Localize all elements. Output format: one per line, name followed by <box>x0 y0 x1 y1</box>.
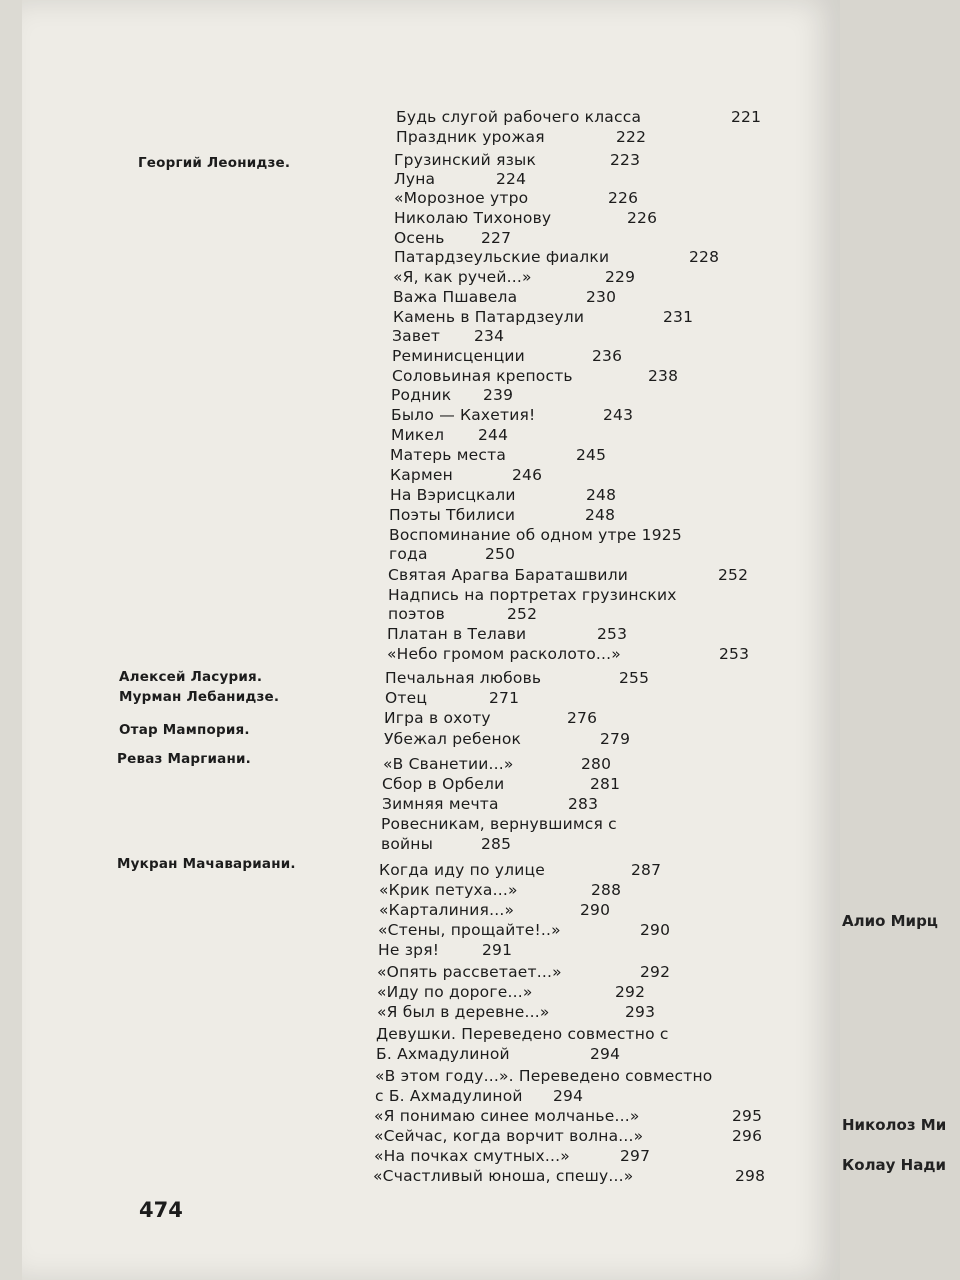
entry-title: Реминисценции <box>392 347 525 365</box>
toc-entry <box>389 506 616 524</box>
entry-page-number: 281 <box>590 775 621 793</box>
entry-title: Воспоминание об одном утре 1925 <box>389 526 682 544</box>
toc-entry <box>388 586 677 604</box>
toc-entry <box>391 386 514 404</box>
author-name: Мукран Мачавариани. <box>117 856 296 872</box>
author-name: Алексей Ласурия. <box>119 669 263 685</box>
toc-entry <box>394 248 720 266</box>
entry-title: войны <box>381 835 434 853</box>
entry-title: Праздник урожая <box>396 128 545 146</box>
toc-entry <box>393 268 636 286</box>
entry-page-number: 224 <box>496 170 527 188</box>
toc-entry <box>392 367 679 385</box>
toc-entry <box>396 128 647 146</box>
entry-page-number: 250 <box>485 545 516 563</box>
entry-title: Надпись на портретах грузинских <box>388 586 677 604</box>
toc-entry <box>377 963 671 981</box>
entry-page-number: 221 <box>731 108 762 126</box>
entry-page-number: 298 <box>735 1167 766 1185</box>
entry-title: Будь слугой рабочего класса <box>396 108 642 126</box>
entry-title: Кармен <box>390 466 453 484</box>
toc-entry <box>392 327 505 345</box>
entry-page-number: 230 <box>586 288 617 306</box>
toc-entry <box>394 189 639 207</box>
toc-entry <box>375 1087 584 1105</box>
entry-title: Было — Кахетия! <box>391 406 536 424</box>
entry-title: «Крик петуха...» <box>379 881 518 899</box>
entry-title: Микел <box>391 426 445 444</box>
entry-page-number: 236 <box>592 347 623 365</box>
toc-entry <box>390 486 617 504</box>
entry-page-number: 252 <box>718 566 749 584</box>
entry-title: Б. Ахмадулиной <box>376 1045 510 1063</box>
entry-title: Платан в Телави <box>387 625 527 643</box>
entry-title: «Счастливый юноша, спешу...» <box>373 1167 634 1185</box>
toc-entry <box>382 775 621 793</box>
entry-title: «Небо громом расколото...» <box>387 645 621 663</box>
entry-title: Игра в охоту <box>384 709 491 727</box>
entry-title: Патардзеульские фиалки <box>394 248 610 266</box>
entry-title: Осень <box>394 229 445 247</box>
toc-entry <box>384 709 598 727</box>
entry-page-number: 231 <box>663 308 694 326</box>
entry-page-number: 279 <box>600 730 631 748</box>
toc-entry <box>378 941 513 959</box>
entry-page-number: 283 <box>568 795 599 813</box>
entry-page-number: 229 <box>605 268 636 286</box>
entry-title: Отец <box>385 689 428 707</box>
toc-entry <box>394 151 641 169</box>
toc-entry <box>374 1107 763 1125</box>
entry-page-number: 294 <box>553 1087 584 1105</box>
next-page-author-fragment: Алио Мирц <box>842 912 938 930</box>
author-name: Реваз Маргиани. <box>117 751 251 767</box>
entry-page-number: 226 <box>608 189 639 207</box>
entry-page-number: 271 <box>489 689 520 707</box>
toc-entry <box>374 1127 763 1145</box>
toc-entry <box>378 921 671 939</box>
author-name: Мурман Лебанидзе. <box>119 689 280 705</box>
toc-entry <box>379 901 611 919</box>
toc-entry <box>381 815 617 833</box>
entry-page-number: 252 <box>507 605 538 623</box>
entry-title: с Б. Ахмадулиной <box>375 1087 523 1105</box>
toc-entry <box>387 645 750 663</box>
toc-entry <box>384 730 631 748</box>
toc-entry <box>396 108 762 126</box>
toc-entry <box>389 526 682 544</box>
entry-title: «Морозное утро <box>394 189 529 207</box>
author-name: Отар Мампория. <box>119 722 250 738</box>
entry-title: Соловьиная крепость <box>392 367 573 385</box>
toc-entry <box>387 625 628 643</box>
entry-page-number: 290 <box>580 901 611 919</box>
entry-title: На Вэрисцкали <box>390 486 516 504</box>
toc-entry <box>393 308 694 326</box>
entry-page-number: 290 <box>640 921 671 939</box>
entry-title: «Стены, прощайте!..» <box>378 921 561 939</box>
entry-page-number: 292 <box>615 983 646 1001</box>
toc-entry <box>393 288 617 306</box>
entry-page-number: 296 <box>732 1127 763 1145</box>
toc-entry <box>385 689 520 707</box>
entry-page-number: 293 <box>625 1003 656 1021</box>
entry-title: Важа Пшавела <box>393 288 518 306</box>
entry-title: поэтов <box>388 605 445 623</box>
toc-entry <box>388 605 538 623</box>
entry-page-number: 255 <box>619 669 650 687</box>
entry-page-number: 223 <box>610 151 641 169</box>
entry-page-number: 243 <box>603 406 634 424</box>
toc-entry <box>383 755 612 773</box>
toc-entry <box>392 347 623 365</box>
toc-entry <box>394 170 527 188</box>
entry-title: Камень в Патардзеули <box>393 308 585 326</box>
entry-title: «Я был в деревне...» <box>377 1003 550 1021</box>
entry-title: Печальная любовь <box>385 669 542 687</box>
entry-page-number: 226 <box>627 209 658 227</box>
toc-entry <box>391 426 509 444</box>
entry-page-number: 280 <box>581 755 612 773</box>
page-number: 474 <box>139 1198 183 1222</box>
entry-page-number: 248 <box>586 486 617 504</box>
entry-title: «Я, как ручей...» <box>393 268 532 286</box>
entry-title: Грузинский язык <box>394 151 537 169</box>
entry-title: «На почках смутных...» <box>374 1147 570 1165</box>
entry-title: «Опять рассветает...» <box>377 963 562 981</box>
entry-page-number: 239 <box>483 386 514 404</box>
toc-entry <box>373 1167 766 1185</box>
book-page-right <box>840 0 960 1280</box>
toc-entry <box>389 545 516 563</box>
entry-title: Поэты Тбилиси <box>389 506 516 524</box>
book-page-left <box>22 0 840 1280</box>
entry-page-number: 291 <box>482 941 513 959</box>
entry-page-number: 287 <box>631 861 662 879</box>
entry-page-number: 244 <box>478 426 509 444</box>
toc-entry <box>388 566 749 584</box>
toc-entry <box>379 861 662 879</box>
entry-title: Зимняя мечта <box>382 795 499 813</box>
toc-entry <box>382 795 599 813</box>
toc-entry <box>377 983 646 1001</box>
entry-title: Матерь места <box>390 446 507 464</box>
toc-entry <box>385 669 650 687</box>
next-page-author-fragment: Колау Нади <box>842 1156 946 1174</box>
entry-page-number: 253 <box>597 625 628 643</box>
entry-page-number: 234 <box>474 327 505 345</box>
toc-entry <box>375 1067 713 1085</box>
entry-page-number: 228 <box>689 248 720 266</box>
entry-title: Убежал ребенок <box>384 730 522 748</box>
entry-page-number: 292 <box>640 963 671 981</box>
entry-page-number: 276 <box>567 709 598 727</box>
entry-title: Когда иду по улице <box>379 861 546 879</box>
toc-entry <box>376 1045 621 1063</box>
entry-page-number: 295 <box>732 1107 763 1125</box>
toc-entry <box>377 1003 656 1021</box>
entry-page-number: 245 <box>576 446 607 464</box>
toc-entry <box>379 881 622 899</box>
entry-title: «В этом году...». Переведено совместно <box>375 1067 713 1085</box>
entry-page-number: 246 <box>512 466 543 484</box>
entry-page-number: 297 <box>620 1147 651 1165</box>
entry-title: Луна <box>394 170 436 188</box>
entry-title: «Карталиния...» <box>379 901 515 919</box>
author-name: Георгий Леонидзе. <box>138 155 291 171</box>
entry-title: «Иду по дороге...» <box>377 983 533 1001</box>
entry-page-number: 285 <box>481 835 512 853</box>
entry-page-number: 227 <box>481 229 512 247</box>
entry-title: Родник <box>391 386 452 404</box>
entry-page-number: 288 <box>591 881 622 899</box>
toc-entry <box>391 406 634 424</box>
entry-title: Девушки. Переведено совместно с <box>376 1025 669 1043</box>
entry-title: Ровесникам, вернувшимся с <box>381 815 617 833</box>
entry-title: года <box>389 545 428 563</box>
entry-title: «В Сванетии...» <box>383 755 514 773</box>
entry-page-number: 238 <box>648 367 679 385</box>
entry-title: Николаю Тихонову <box>394 209 552 227</box>
entry-page-number: 253 <box>719 645 750 663</box>
entry-page-number: 222 <box>616 128 647 146</box>
entry-title: «Сейчас, когда ворчит волна...» <box>374 1127 644 1145</box>
entry-page-number: 294 <box>590 1045 621 1063</box>
toc-entry <box>376 1025 669 1043</box>
entry-title: «Я понимаю синее молчанье...» <box>374 1107 640 1125</box>
toc-entry <box>390 466 543 484</box>
entry-title: Сбор в Орбели <box>382 775 505 793</box>
next-page-author-fragment: Николоз Ми <box>842 1116 947 1134</box>
entry-title: Святая Арагва Бараташвили <box>388 566 629 584</box>
toc-entry <box>394 229 512 247</box>
entry-title: Не зря! <box>378 941 440 959</box>
toc-entry <box>381 835 512 853</box>
toc-entry <box>390 446 607 464</box>
entry-page-number: 248 <box>585 506 616 524</box>
entry-title: Завет <box>392 327 441 345</box>
toc-entry <box>374 1147 651 1165</box>
toc-entry <box>394 209 658 227</box>
